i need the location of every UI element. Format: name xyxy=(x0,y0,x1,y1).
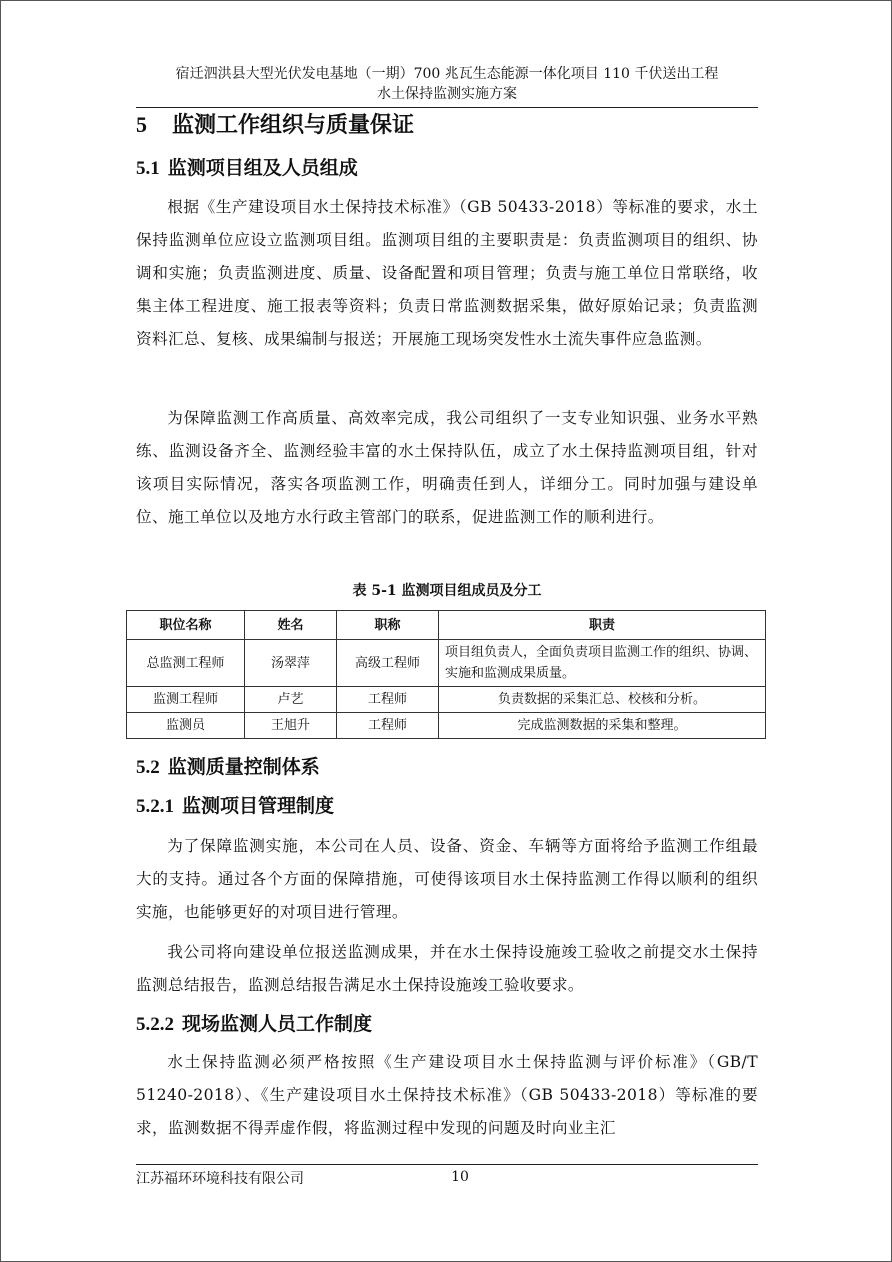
table-header-row xyxy=(127,611,766,640)
cell-title: 高级工程师 xyxy=(337,640,439,687)
page-header xyxy=(136,64,758,104)
column-header: 姓名 xyxy=(245,611,337,640)
header-line-1: 宿迁泗洪县大型光伏发电基地（一期）700 兆瓦生态能源一体化项目 110 千伏送出工程 xyxy=(175,66,719,82)
cell-duty: 项目组负责人，全面负责项目监测工作的组织、协调、实施和监测成果质量。 xyxy=(439,640,766,687)
section-5-2-heading xyxy=(136,752,320,783)
footer-rule xyxy=(136,1164,758,1165)
table-row xyxy=(127,640,766,687)
section-number: 5 xyxy=(136,112,147,137)
section-title: 监测项目管理制度 xyxy=(182,795,335,817)
section-number: 5.2.1 xyxy=(136,796,174,817)
header-line-2: 水土保持监测实施方案 xyxy=(377,86,517,102)
cell-position: 监测工程师 xyxy=(127,687,245,713)
column-header: 职责 xyxy=(439,611,766,640)
paragraph: 水土保持监测必须严格按照《生产建设项目水土保持监测与评价标准》（GB/T 51240-2018）、《生产建设项目水土保持技术标准》（GB 50433-2018）等标准的要求，监测数据不得弄虚作假，将监测过程中发现的问题及时向业主汇 xyxy=(136,1053,758,1137)
staff-table xyxy=(126,610,766,739)
table-caption: 表 5-1 监测项目组成员及分工 xyxy=(352,583,542,599)
section-5-2-2-heading xyxy=(136,1009,372,1040)
cell-duty: 完成监测数据的采集和整理。 xyxy=(439,713,766,739)
table-row xyxy=(127,687,766,713)
cell-title: 工程师 xyxy=(337,687,439,713)
cell-name: 卢艺 xyxy=(245,687,337,713)
section-number: 5.2.2 xyxy=(136,1014,174,1035)
column-header: 职位名称 xyxy=(127,611,245,640)
cell-position: 监测员 xyxy=(127,713,245,739)
page-number: 10 xyxy=(451,1169,469,1185)
section-title: 现场监测人员工作制度 xyxy=(182,1013,373,1035)
section-5-1-heading xyxy=(136,153,358,184)
paragraph: 为保障监测工作高质量、高效率完成，我公司组织了一支专业知识强、业务水平熟练、监测设备齐全、监测经验丰富的水土保持队伍，成立了水土保持监测项目组，针对该项目实际情况，落实各项监测工作，明确责任到人，详细分工。同时加强与建设单位、施工单位以及地方水行政主管部门的联系，促进监测工作的顺利进行。 xyxy=(136,409,758,526)
section-title: 监测质量控制体系 xyxy=(167,756,320,778)
paragraph: 根据《生产建设项目水土保持技术标准》（GB 50433-2018）等标准的要求，水土保持监测单位应设立监测项目组。监测项目组的主要职责是：负责监测项目的组织、协调和实施；负责监测进度、质量、设备配置和项目管理；负责与施工单位日常联络，收集主体工程进度、施工报表等资料；负责日常监测数据采集，做好原始记录；负责监测资料汇总、复核、成果编制与报送；开展施工现场突发性水土流失事件应急监测。 xyxy=(136,198,758,348)
paragraph: 我公司将向建设单位报送监测成果，并在水土保持设施竣工验收之前提交水土保持监测总结报告，监测总结报告满足水土保持设施竣工验收要求。 xyxy=(136,943,758,994)
section-number: 5.2 xyxy=(136,757,160,778)
section-title: 监测工作组织与质量保证 xyxy=(172,112,415,138)
column-header: 职称 xyxy=(337,611,439,640)
section-number: 5.1 xyxy=(136,158,160,179)
cell-position: 总监测工程师 xyxy=(127,640,245,687)
cell-name: 汤翠萍 xyxy=(245,640,337,687)
section-5-2-1-heading xyxy=(136,791,334,822)
section-title: 监测项目组及人员组成 xyxy=(167,157,358,179)
section-5-heading xyxy=(136,108,414,142)
footer-company: 江苏福环环境科技有限公司 xyxy=(136,1171,304,1187)
cell-name: 王旭升 xyxy=(245,713,337,739)
paragraph: 为了保障监测实施，本公司在人员、设备、资金、车辆等方面将给予监测工作组最大的支持。通过各个方面的保障措施，可使得该项目水土保持监测工作得以顺利的组织实施，也能够更好的对项目进行管理。 xyxy=(136,837,758,921)
cell-duty: 负责数据的采集汇总、校核和分析。 xyxy=(439,687,766,713)
table-row xyxy=(127,713,766,739)
cell-title: 工程师 xyxy=(337,713,439,739)
